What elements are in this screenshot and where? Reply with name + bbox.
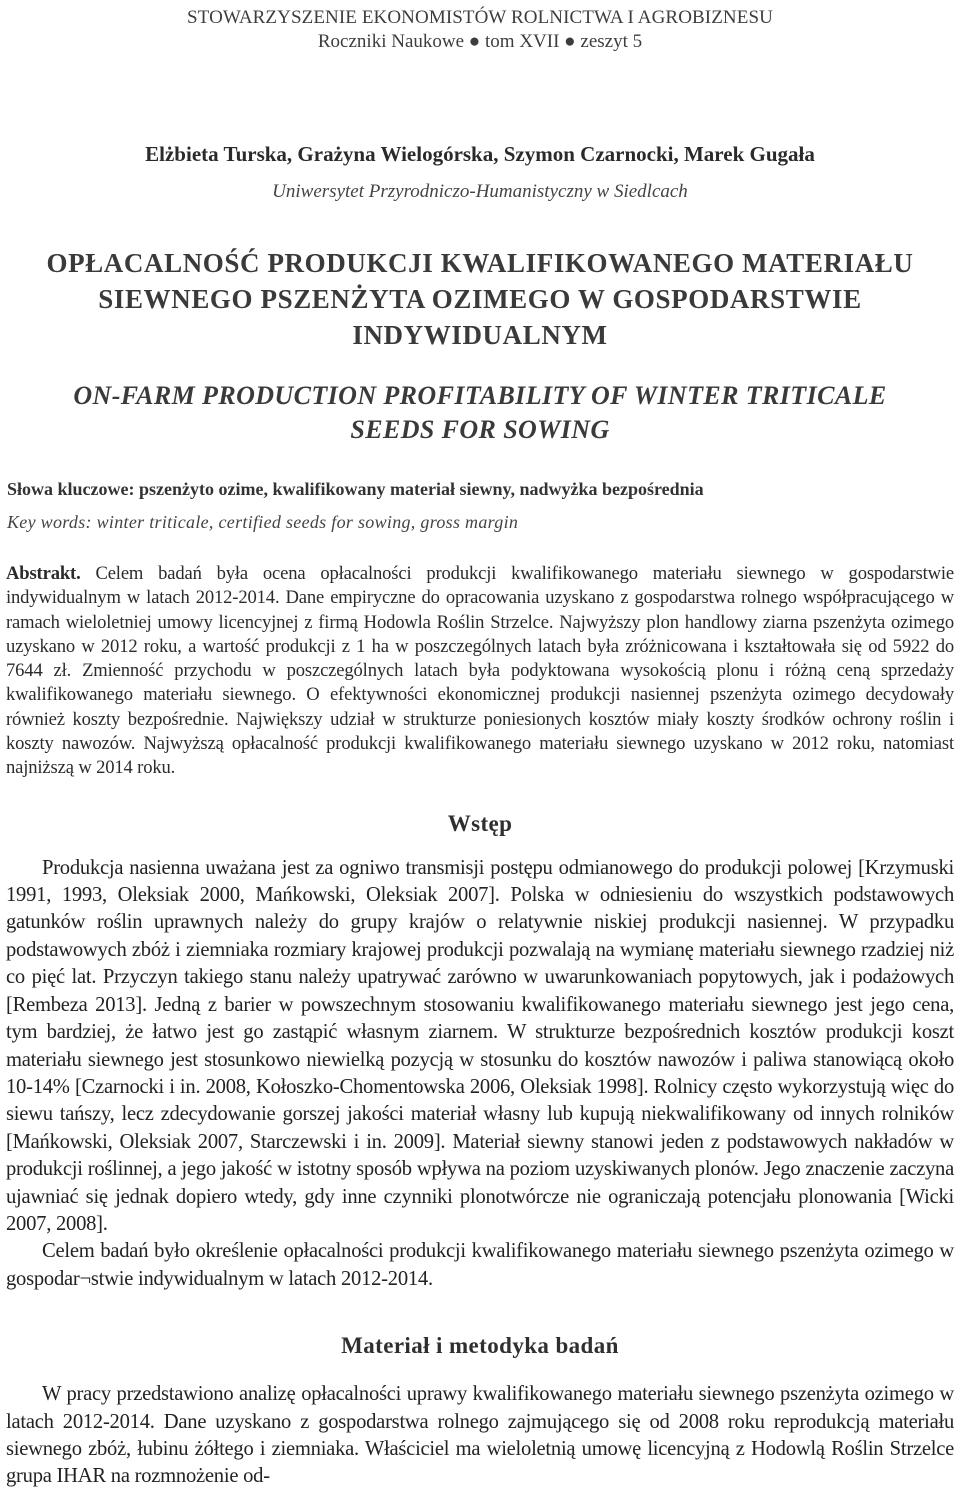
journal-organization: STOWARZYSZENIE EKONOMISTÓW ROLNICTWA I AGROBIZNESU [187, 7, 773, 28]
abstract [6, 562, 954, 781]
keywords-english: Key words: winter triticale, certified seeds for sowing, gross margin [7, 512, 519, 532]
intro-paragraph-1: Produkcja nasienna uważana jest za ogniwo transmisji postępu odmianowego do produkcji polowej [Krzymuski 1991, 1993, Oleksiak 2000, Mańkowski, Oleksiak 2007]. Polska w odniesieniu do wszystkich podstawowych gatunków roślin uprawnych należy do grupy krajów o relatywnie niskiej produkcji nasiennej. W przypadku podstawowych zbóż i ziemniaka rozmiary krajowej produkcji pozwalają na wymianę materiału siewnego rzadziej niż co pięć lat. Przyczyn takiego stanu należy upatrywać zarówno w uwarunkowaniach popytowych, jak i podażowych [Rembeza 2013]. Jedną z barier w powszechnym stosowaniu kwalifikowanego materiału siewnego jest jego cena, tym bardziej, że łatwo jest go zastąpić własnym ziarnem. W strukturze bezpośrednich kosztów produkcji koszt materiału siewnego jest stosunkowo niewielką pozycją w stosunku do kosztów nawozów i paliwa stanowiącą około 10-14% [Czarnocki i in. 2008, Kołoszko-Chomentowska 2006, Oleksiak 1998]. Rolnicy często wykorzystują więc do siewu tańszy, lecz zdecydowanie gorszej jakości materiał własny lub kupują niekwalifikowany od innych rolników [Mańkowski, Oleksiak 2007, Starczewski i in. 2009]. Materiał siewny stanowi jeden z podstawowych nakładów w produkcji roślinnej, a jego jakość w istotny sposób wpływa na poziom uzyskiwanych plonów. Jego znaczenie zaczyna ujawniać się jednak dopiero wtedy, gdy inne czynniki plonotwórcze nie ograniczają potencjału plonowania [Wicki 2007, 2008]. [6, 856, 954, 1235]
title-polish: OPŁACALNOŚĆ PRODUKCJI KWALIFIKOWANEGO MATERIAŁU SIEWNEGO PSZENŻYTA OZIMEGO W GOSPODARSTWIE INDYWIDUALNYM [46, 248, 914, 350]
intro-paragraph-2: Celem badań było określenie opłacalności produkcji kwalifikowanego materiału siewnego pszenżyta ozimego w gospodar¬stwie indywidualnym w latach 2012-2014. [6, 1240, 954, 1290]
affiliation: Uniwersytet Przyrodniczo-Humanistyczny w Siedlcach [272, 181, 688, 202]
keywords-block [6, 477, 954, 534]
title-english: ON-FARM PRODUCTION PROFITABILITY OF WINTER TRITICALE SEEDS FOR SOWING [73, 381, 887, 444]
methods-paragraph-1: W pracy przedstawiono analizę opłacalności uprawy kwalifikowanego materiału siewnego pszenżyta ozimego w latach 2012-2014. Dane uzyskano z gospodarstwa rolnego zajmującego się od 2008 roku reprodukcją materiału siewnego zbóż, łubinu żółtego i ziemniaka. Właściciel ma wieloletnią umowę licencyjną z Hodowlą Roślin Strzelce grupa IHAR na rozmnożenie od- [6, 1383, 954, 1488]
abstract-label: Abstrakt. [6, 563, 81, 584]
keywords-polish: Słowa kluczowe: pszenżyto ozime, kwalifikowany materiał siewny, nadwyżka bezpośrednia [7, 479, 704, 499]
journal-issue: Roczniki Naukowe ● tom XVII ● zeszyt 5 [317, 31, 643, 52]
author-list: Elżbieta Turska, Grażyna Wielogórska, Szymon Czarnocki, Marek Gugała [145, 142, 815, 166]
section-methods [6, 1381, 954, 1490]
section-intro [6, 855, 954, 1294]
section-title-intro: Wstęp [447, 810, 513, 836]
abstract-text: Celem badań była ocena opłacalności produkcji kwalifikowanego materiału siewnego w gospodarstwie indywidualnym w latach 2012-2014. Dane empiryczne do opracowania uzyskano z gospodarstwa rolnego współpracującego w ramach wieloletniej umowy licencyjnej z firmą Hodowla Roślin Strzelce. Najwyższy plon handlowy ziarna pszenżyta ozimego uzyskano w 2012 roku, a wartość produkcji z 1 ha w poszczególnych latach była zróżnicowana i kształtowała się od 5922 do 7644 zł. Zmienność przychodu w poszczególnych latach była podyktowana wysokością plonu i różną ceną sprzedaży kwalifikowanego materiału siewnego. O efektywności ekonomicznej produkcji nasiennej pszenżyta ozimego decydowały również koszty bezpośrednie. Największy udział w strukturze poniesionych kosztów miały koszty środków ochrony roślin i koszty nawozów. Najwyższą opłacalność produkcji kwalifikowanego materiału siewnego uzyskano w 2012 roku, natomiast najniższą w 2014 roku. [6, 563, 955, 779]
section-title-methods: Materiał i metodyka badań [341, 1333, 619, 1359]
